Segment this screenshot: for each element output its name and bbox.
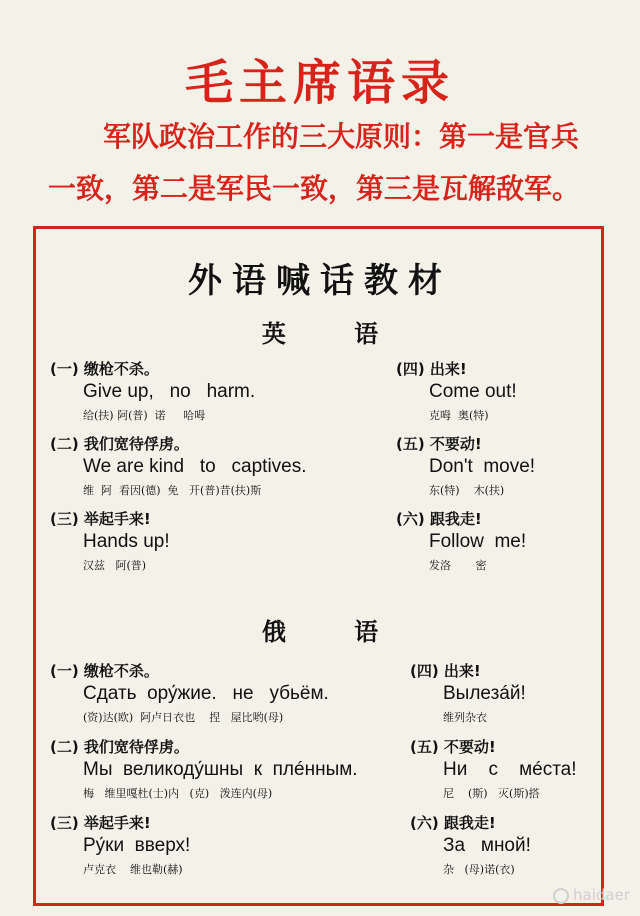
entry-phrase: We are kind to captives. — [83, 456, 307, 477]
entry-number: (六) 跟我走! — [410, 814, 496, 832]
russian-entry-4 — [410, 660, 526, 725]
entry-phrase: Ру́ки вверх! — [83, 835, 191, 856]
watermark-text: haidaer — [573, 886, 630, 904]
entry-number: (三) 举起手来! — [50, 510, 151, 528]
english-entry-2 — [50, 433, 307, 498]
russian-heading: 俄 语 — [261, 617, 379, 646]
entry-phrase: Come out! — [429, 381, 517, 402]
english-entry-6 — [396, 508, 526, 573]
entry-pronunciation: 东(特) 木(扶) — [429, 484, 505, 497]
english-entry-5 — [396, 433, 535, 498]
entry-number: (五) 不要动! — [396, 435, 482, 453]
entry-phrase: Give up, no harm. — [83, 381, 256, 402]
entry-number: (四) 出来! — [410, 662, 481, 680]
russian-entry-2 — [50, 736, 358, 801]
entry-pronunciation: 梅 维里嘎杜(士)内 (克) 泼连内(母) — [83, 787, 273, 800]
entry-number: (二) 我们宽待俘虏。 — [50, 435, 189, 453]
entry-pronunciation: 维 阿 看因(德) 免 开(普)昔(扶)斯 — [83, 484, 262, 497]
entry-phrase: Follow me! — [429, 531, 527, 552]
entry-number: (四) 出来! — [396, 360, 467, 378]
entry-number: (一) 缴枪不杀。 — [50, 360, 159, 378]
entry-pronunciation: 维列杂衣 — [443, 711, 487, 724]
english-entry-1 — [50, 358, 255, 423]
russian-entry-3 — [50, 812, 190, 877]
material-title: 外语喊话教材 — [188, 261, 452, 301]
english-heading: 英 语 — [261, 319, 379, 348]
page-title: 毛主席语录 — [184, 55, 455, 111]
entry-pronunciation: 杂 (母)诺(衣) — [443, 863, 515, 876]
entry-pronunciation: 克呣 奥(特) — [429, 409, 489, 422]
watermark-logo-icon — [553, 888, 569, 904]
quote-line-1: 军队政治工作的三大原则：第一是官兵 — [103, 120, 580, 153]
quote-line-2: 一致，第二是军民一致，第三是瓦解敌军。 — [48, 172, 581, 205]
entry-phrase: Don't move! — [429, 456, 536, 477]
entry-phrase: За мной! — [443, 835, 531, 856]
entry-number: (六) 跟我走! — [396, 510, 482, 528]
entry-pronunciation: 给(扶) 阿(普) 诺 哈呣 — [83, 409, 206, 422]
entry-pronunciation: 汉兹 阿(普) — [83, 559, 147, 572]
entry-pronunciation: 卢克衣 维也勒(赫) — [83, 863, 183, 876]
entry-phrase: Hands up! — [83, 531, 170, 552]
entry-phrase: Мы великоду́шны к плéнным. — [83, 759, 358, 780]
entry-pronunciation: (资)达(欧) 阿卢日衣也 捏 屋比哟(母) — [83, 711, 284, 724]
entry-phrase: Сдать ору́жие. не убьём. — [83, 683, 329, 704]
english-entry-3 — [50, 508, 170, 573]
english-entry-4 — [396, 358, 517, 423]
entry-number: (五) 不要动! — [410, 738, 496, 756]
russian-entry-1 — [50, 660, 329, 725]
entry-pronunciation: 尼 (斯) 灭(斯)搭 — [443, 787, 540, 800]
entry-number: (三) 举起手来! — [50, 814, 151, 832]
watermark — [553, 886, 630, 904]
entry-pronunciation: 发洛 密 — [429, 559, 487, 572]
entry-number: (一) 缴枪不杀。 — [50, 662, 159, 680]
russian-entry-5 — [410, 736, 577, 801]
entry-phrase: Вылезáй! — [443, 683, 526, 704]
russian-entry-6 — [410, 812, 531, 877]
entry-number: (二) 我们宽待俘虏。 — [50, 738, 189, 756]
entry-phrase: Ни с мéста! — [443, 759, 577, 780]
